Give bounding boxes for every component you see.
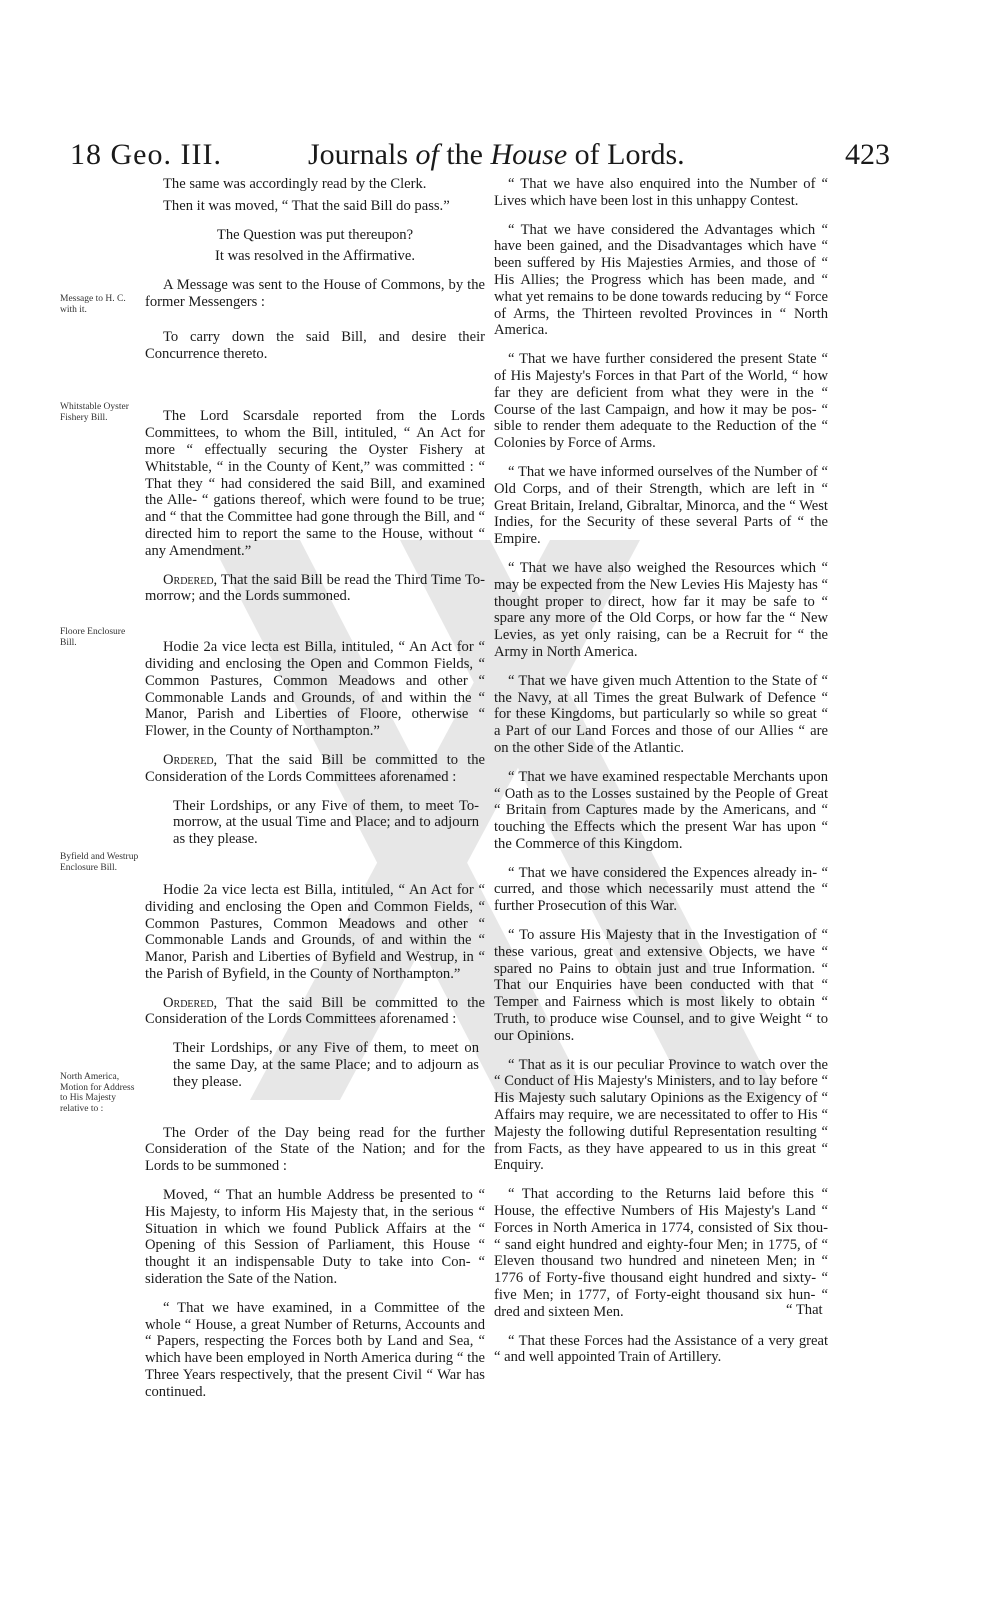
paragraph: “ That we have examined respectable Merchants upon “ Oath as to the Losses sustained by the People of Great “ Britain from Captures made by the Americans, and “ touching the Effects which the present War has upon “ the Commerce of this Kingdom.: [494, 768, 828, 852]
paragraph: Moved, “ That an humble Address be presented to “ His Majesty, to inform His Majesty that, in the serious “ Situation in which we found Publick Affairs at the “ Opening of this Session of Parliament, this House “ thought it an indispensable Duty to take into Con- “ sideration the Sate of the Nation.: [145, 1187, 485, 1288]
journal-title: Journals of the House of Lords.: [308, 138, 685, 171]
paragraph: “ That these Forces had the Assistance of a very great “ and well appointed Train of Artillery.: [494, 1332, 828, 1366]
margin-note: Whitstable Oyster Fishery Bill.: [60, 402, 129, 423]
paragraph: A Message was sent to the House of Commons, by the former Messengers :: [145, 277, 485, 310]
catchword: “ That: [786, 1302, 823, 1318]
margin-note: North America, Motion for Address to His Majesty relative to :: [60, 1072, 135, 1114]
page-header: [0, 138, 992, 180]
paragraph: Hodie 2a vice lecta est Billa, intituled, “ An Act for “ dividing and enclosing the Open and Common Fields, “ Common Pastures, Common Meadows and other “ Commonable Lands and Grounds, of and within the “ Manor, Parish and Liberties of Floore, otherwise “ Flower, in the County of Northampton.”: [145, 639, 485, 740]
paragraph: “ To assure His Majesty that in the Investigation of “ these various, great and extensive Objects, we have “ spared no Pains to obtain just and true Information. “ That our Enquiries have been conducted with that “ Temper and Fairness which is most likely to obtain “ Truth, to produce wise Counsel, and to give Weight “ to our Opinions.: [494, 927, 828, 1044]
paragraph: “ That we have also enquired into the Number of “ Lives which have been lost in this unhappy Contest.: [494, 176, 828, 209]
paragraph: Ordered, That the said Bill be committed to the Consideration of the Lords Committees aforenamed :: [145, 994, 485, 1028]
page-number: 423: [845, 138, 890, 171]
paragraph: “ That as it is our peculiar Province to watch over the “ Conduct of His Majesty's Ministers, and to lay before “ His Majesty such salutary Opinions as the Exigency of “ Affairs may require, we are necessitated to offer to His “ Majesty the following dutiful Representation resulting “ from Facts, as they have appeared to us in this great “ Enquiry.: [494, 1056, 828, 1174]
paragraph: Their Lordships, or any Five of them, to meet on the same Day, at the same Place; and to adjourn as they please.: [173, 1040, 479, 1090]
paragraph: “ That we have examined, in a Committee of the whole “ House, a great Number of Returns, Accounts and “ Papers, respecting the Forces both by Land and Sea, “ which have been employed in North America during “ the Three Years respectively, that the present Civil “ War has continued.: [145, 1299, 485, 1400]
paragraph: The Lord Scarsdale reported from the Lords Committees, to whom the Bill, intituled, “ An Act for more “ effectually securing the Oyster Fishery at Whitstable, “ in the County of Kent,” was committed : “ That they “ had considered the said Bill, and examined the Alle- “ gations thereof, which were found to be true; and “ that the Committee had gone through the Bill, and “ directed him to report the same to the House, without “ any Amendment.”: [145, 408, 485, 559]
paragraph: Hodie 2a vice lecta est Billa, intituled, “ An Act for “ dividing and enclosing the Open and Common Fields, “ Common Pastures, Common Meadows and other “ Commonable Lands and Grounds, of and within the “ Manor, Parish and Liberties of Byfield and Westrup, in “ the Parish of Byfield, in the County of Northampton.”: [145, 881, 485, 982]
right-column: [494, 176, 828, 1378]
paragraph: “ That we have further considered the present State “ of His Majesty's Forces in that Part of the World, “ how far they are deficient from what they were in the “ Course of the last Campaign, and how it may be pos- “ sible to render them adequate to the Reduction of the “ Colonies by Force of Arms.: [494, 351, 828, 452]
margin-note: Message to H. C. with it.: [60, 294, 126, 315]
left-column: [145, 176, 485, 1413]
paragraph: It was resolved in the Affirmative.: [215, 248, 415, 265]
paragraph: The Order of the Day being read for the further Consideration of the State of the Nation; and for the Lords to be summoned :: [145, 1124, 485, 1175]
paragraph: The Question was put thereupon?: [216, 226, 414, 243]
paragraph: The same was accordingly read by the Clerk.: [163, 176, 427, 192]
regnal-year: 18 Geo. III.: [70, 138, 222, 171]
paragraph: “ That we have also weighed the Resources which “ may be expected from the New Levies His Majesty has “ thought proper to direct, how far it may be safe to “ spare any more of the Old Corps, or how far the “ New Levies, as yet only raising, can be a Recruit for “ the Army in North America.: [494, 559, 828, 660]
paragraph: “ That we have informed ourselves of the Number of “ Old Corps, and of their Strength, which are left in “ Great Britain, Ireland, Gibraltar, Minorca, and the “ West Indies, for the Security of these several Parts of “ the Empire.: [494, 463, 828, 548]
paragraph: To carry down the said Bill, and desire their Concurrence thereto.: [145, 328, 485, 362]
paragraph: Then it was moved, “ That the said Bill do pass.”: [163, 197, 450, 214]
margin-note: Byfield and Westrup Enclosure Bill.: [60, 852, 139, 873]
paragraph: “ That we have considered the Expences already in- “ curred, and those which necessarily must attend the “ further Prosecution of this War.: [494, 864, 828, 915]
paragraph: “ That we have given much Attention to the State of “ the Navy, at all Times the great Bulwark of Defence “ for these Kingdoms, but particularly so while so great “ a Part of our Land Forces and those of our Allies “ are on the other Side of the Atlantic.: [494, 672, 828, 756]
margin-note: Floore Enclosure Bill.: [60, 627, 126, 648]
paragraph: Ordered, That the said Bill be read the Third Time To-morrow; and the Lords summoned.: [145, 571, 485, 605]
paragraph: “ That we have considered the Advantages which “ have been gained, and the Disadvantages which have “ been suffered by His Majesties Armies, and those of “ His Allies; the Progress which has been made, and “ what yet remains to be done towards reducing by “ Force of Arms, the Thirteen revolted Provinces in “ North America.: [494, 221, 828, 339]
paragraph: Their Lordships, or any Five of them, to meet To-morrow, at the usual Time and Place; and to adjourn as they please.: [173, 797, 479, 848]
paragraph: “ That according to the Returns laid before this “ House, the effective Numbers of His Majesty's Land “ Forces in North America in 1774, consisted of Six thou- “ sand eight hundred and eighty-four Men; in 1775, of “ Eleven thousand two hundred and nineteen Men; in “ 1776 of Forty-five thousand eight hundred and sixty- “ five Men; in 1777, of Forty-eight thousand six hun- “ dred and sixteen Men.: [494, 1186, 828, 1320]
paragraph: Ordered, That the said Bill be committed to the Consideration of the Lords Committees aforenamed :: [145, 751, 485, 785]
